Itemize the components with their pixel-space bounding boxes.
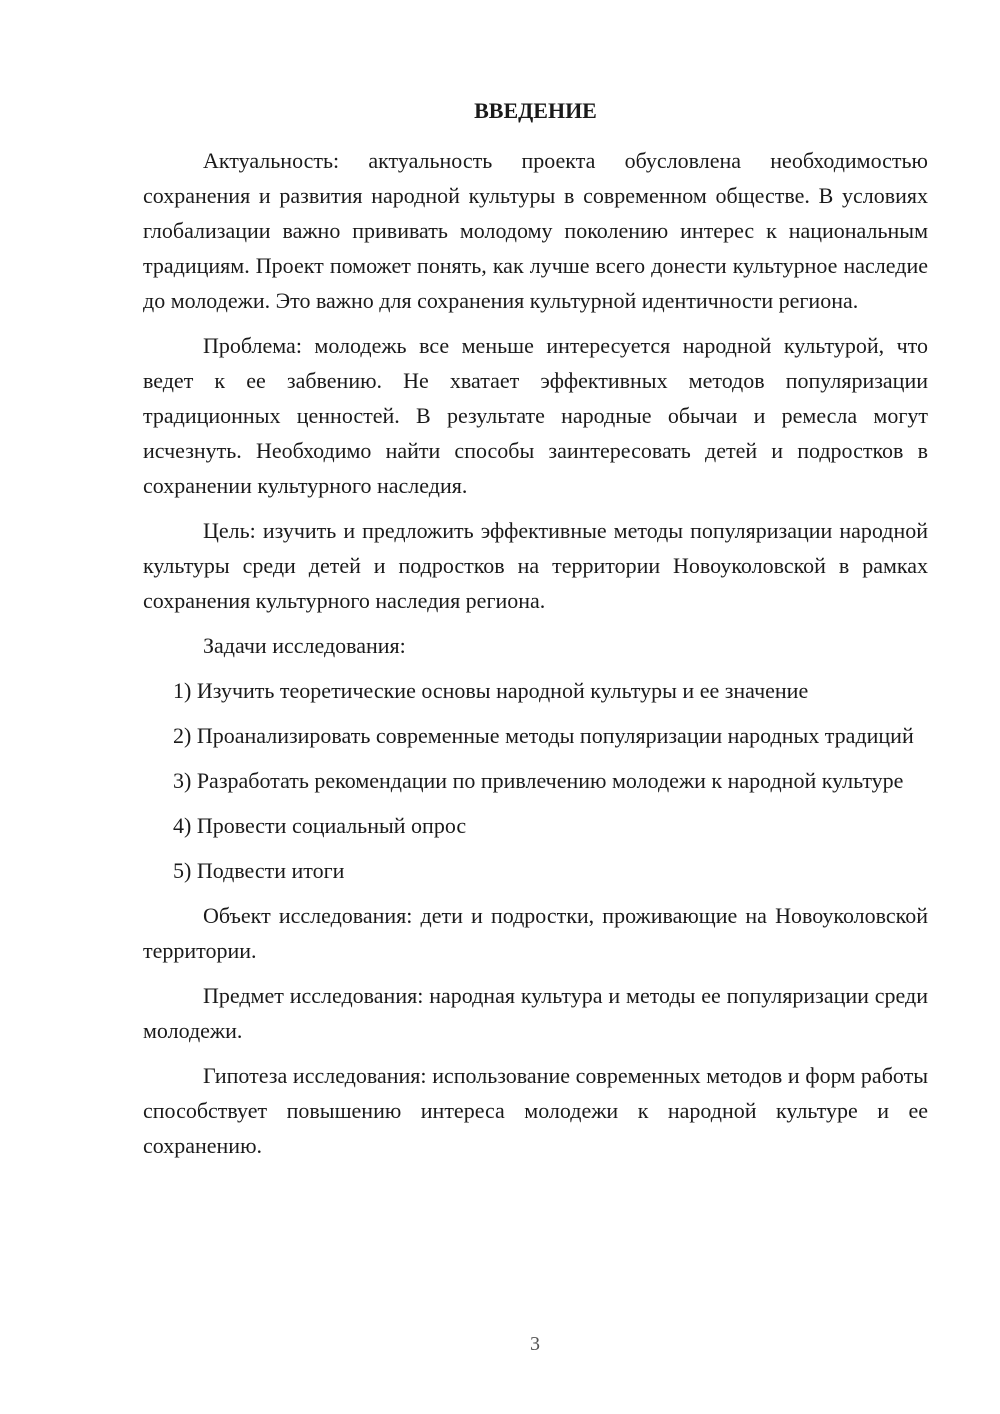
problem-paragraph: Проблема: молодежь все меньше интересуется народной культурой, что ведет к ее забвению. Не хватает эффективных методов популяризации традиционных ценностей. В результате народные обычаи и ремесла могут исчезнуть. Необходимо найти способы заинтересовать детей и подростков в сохранении культурного наследия.	[143, 333, 928, 498]
task-item-3: 3) Разработать рекомендации по привлечению молодежи к народной культуре	[173, 768, 904, 793]
page-title: ВВЕДЕНИЕ	[474, 98, 597, 123]
page-number: 3	[530, 1333, 540, 1355]
relevance-paragraph: Актуальность: актуальность проекта обусловлена необходимостью сохранения и развития народной культуры в современном обществе. В условиях глобализации важно прививать молодому поколению интерес к национальным традициям. Проект поможет понять, как лучше всего донести культурное наследие до молодежи. Это важно для сохранения культурной идентичности региона.	[143, 148, 928, 313]
hypothesis-paragraph: Гипотеза исследования: использование современных методов и форм работы способствует повышению интереса молодежи к народной культуре и ее сохранению.	[143, 1063, 928, 1158]
task-item-2: 2) Проанализировать современные методы популяризации народных традиций	[173, 723, 914, 748]
task-item-1: 1) Изучить теоретические основы народной культуры и ее значение	[173, 678, 809, 703]
tasks-heading: Задачи исследования:	[203, 633, 406, 658]
object-paragraph: Объект исследования: дети и подростки, проживающие на Новоуколовской территории.	[143, 903, 928, 963]
task-item-5: 5) Подвести итоги	[173, 858, 345, 883]
page-content	[143, 96, 928, 1173]
goal-paragraph: Цель: изучить и предложить эффективные методы популяризации народной культуры среди детей и подростков на территории Новоуколовской в рамках сохранения культурного наследия региона.	[143, 518, 928, 613]
subject-paragraph: Предмет исследования: народная культура и методы ее популяризации среди молодежи.	[143, 983, 928, 1043]
task-item-4: 4) Провести социальный опрос	[173, 813, 467, 838]
